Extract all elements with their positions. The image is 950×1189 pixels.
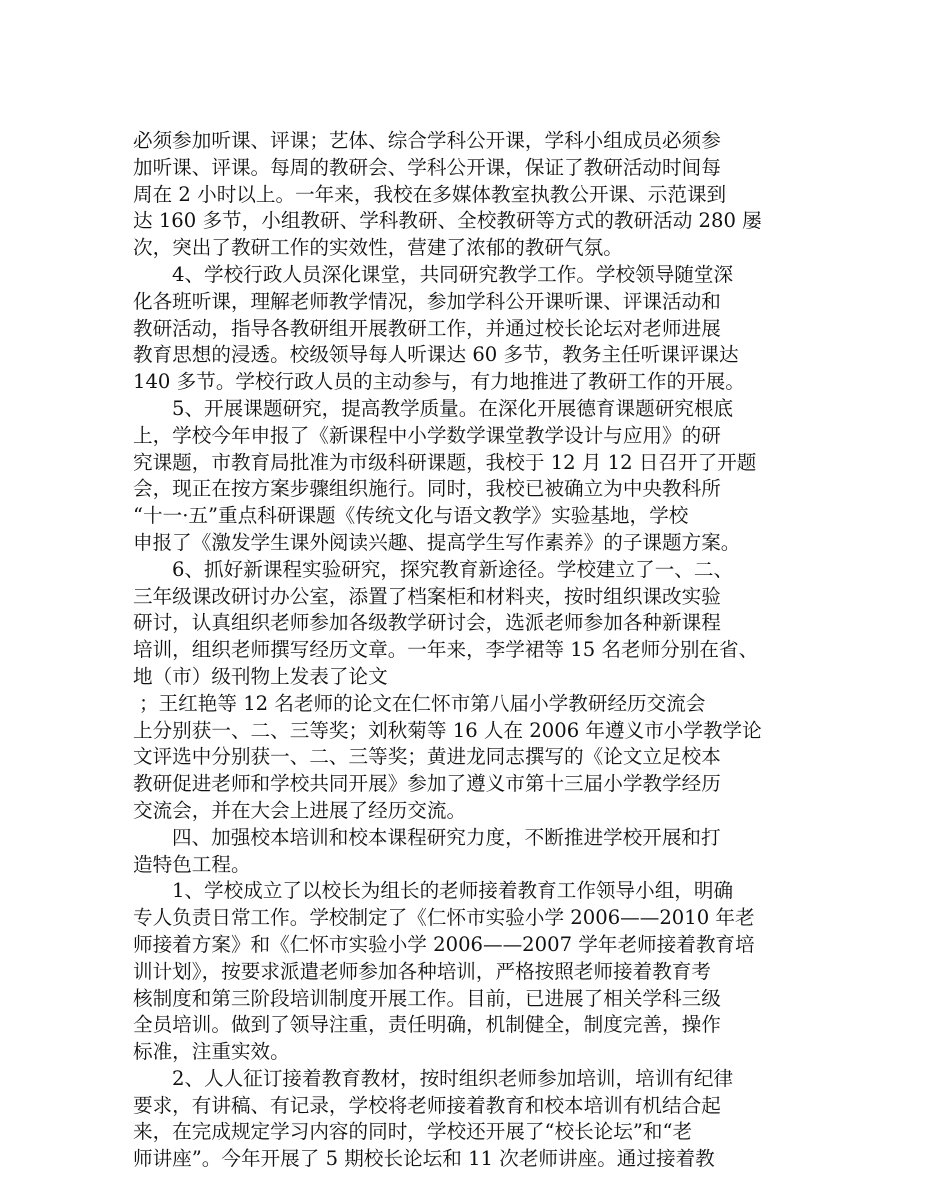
- text-line: 必须参加听课、评课；艺体、综合学科公开课，学科小组成员必须参: [133, 129, 721, 152]
- text-line: 培训，组织老师撰写经历文章。一年来，李学裙等 15 名老师分别在省、: [133, 638, 759, 662]
- text-line: 专人负责日常工作。学校制定了《仁怀市实验小学 2006——2010 年老: [133, 906, 755, 930]
- text-line: 究课题，市教育局批准为市级科研课题，我校于 12 月 12 日召开了开题: [133, 450, 757, 474]
- text-line: 上分别获一、二、三等奖；刘秋菊等 16 人在 2006 年遵义市小学教学论: [133, 718, 762, 742]
- text-line: 交流会，并在大会上进展了经历交流。: [133, 798, 467, 822]
- text-line: 研讨，认真组织老师参加各级教学研讨会，选派老师参加各种新课程: [133, 611, 721, 635]
- text-line: 地（市）级刊物上发表了论文: [133, 664, 388, 688]
- text-line: 标准，注重实效。: [133, 1040, 290, 1064]
- text-line: “十一·五”重点科研课题《传统文化与语文教学》实验基地，学校: [133, 504, 689, 528]
- text-line: 来，在完成规定学习内容的同时，学校还开展了“校长论坛”和“老: [133, 1120, 693, 1144]
- text-line: 化各班听课，理解老师教学情况，参加学科公开课听课、评课活动和: [133, 289, 721, 313]
- text-line: 教研活动，指导各教研组开展教研工作，并通过校长论坛对老师进展: [133, 316, 721, 340]
- text-line: 教育思想的浸透。校级领导每人听课达 60 多节，教务主任听课评课达: [133, 343, 739, 367]
- text-line: 师接着方案》和《仁怀市实验小学 2006——2007 学年老师接着教育培: [133, 932, 755, 956]
- text-line: 4、学校行政人员深化课堂，共同研究教学工作。学校领导随堂深: [172, 262, 734, 286]
- text-line: 次，突出了教研工作的实效性，营建了浓郁的教研气氛。: [133, 236, 623, 260]
- text-line: 6、抓好新课程实验研究，探究教育新途径。学校建立了一、二、: [172, 557, 734, 581]
- text-line: 训计划》，按要求派遣老师参加各种培训，严格按照老师接着教育考: [133, 959, 712, 983]
- text-line: 三年级课改研讨办公室，添置了档案柜和材料夹，按时组织课改实验: [133, 584, 721, 608]
- text-line: 5、开展课题研究，提高教学质量。在深化开展德育课题研究根底: [172, 396, 734, 420]
- text-line: 加听课、评课。每周的教研会、学科公开课，保证了教研活动时间每: [133, 155, 721, 179]
- text-line: 要求，有讲稿、有记录，学校将老师接着教育和校本培训有机结合起: [133, 1093, 721, 1117]
- text-line: 四、加强校本培训和校本课程研究力度，不断推进学校开展和打: [172, 825, 721, 849]
- text-line: 周在 2 小时以上。一年来，我校在多媒体教室执教公开课、示范课到: [133, 182, 727, 206]
- text-line: 1、学校成立了以校长为组长的老师接着教育工作领导小组，明确: [172, 879, 734, 903]
- text-line: 会，现正在按方案步骤组织施行。同时，我校已被确立为中央教科所: [133, 477, 721, 501]
- text-line: 师讲座”。今年开展了 5 期校长论坛和 11 次老师讲座。通过接着教: [133, 1147, 715, 1171]
- text-line: 文评选中分别获一、二、三等奖；黄进龙同志撰写的《论文立足校本: [133, 745, 721, 769]
- text-line: 教研促进老师和学校共同开展》参加了遵义市第十三届小学教学经历: [133, 772, 721, 796]
- text-line: 申报了《激发学生课外阅读兴趣、提高学生写作素养》的子课题方案。: [133, 530, 741, 554]
- text-line: 上，学校今年申报了《新课程中小学数学课堂教学设计与应用》的研: [133, 423, 721, 447]
- text-line: 达 160 多节，小组教研、学科教研、全校教研等方式的教研活动 280 屡: [133, 209, 762, 233]
- text-line: 造特色工程。: [133, 852, 251, 876]
- document-body: [133, 128, 823, 1173]
- text-line: 2、人人征订接着教育教材，按时组织老师参加培训，培训有纪律: [172, 1066, 734, 1090]
- text-line: 140 多节。学校行政人员的主动参与，有力地推进了教研工作的开展。: [133, 370, 745, 394]
- text-line: 全员培训。做到了领导注重，责任明确，机制健全，制度完善，操作: [133, 1013, 721, 1037]
- text-line: ；王红艳等 12 名老师的论文在仁怀市第八届小学教研经历交流会: [139, 691, 706, 715]
- text-line: 核制度和第三阶段培训制度开展工作。目前，已进展了相关学科三级: [133, 986, 721, 1010]
